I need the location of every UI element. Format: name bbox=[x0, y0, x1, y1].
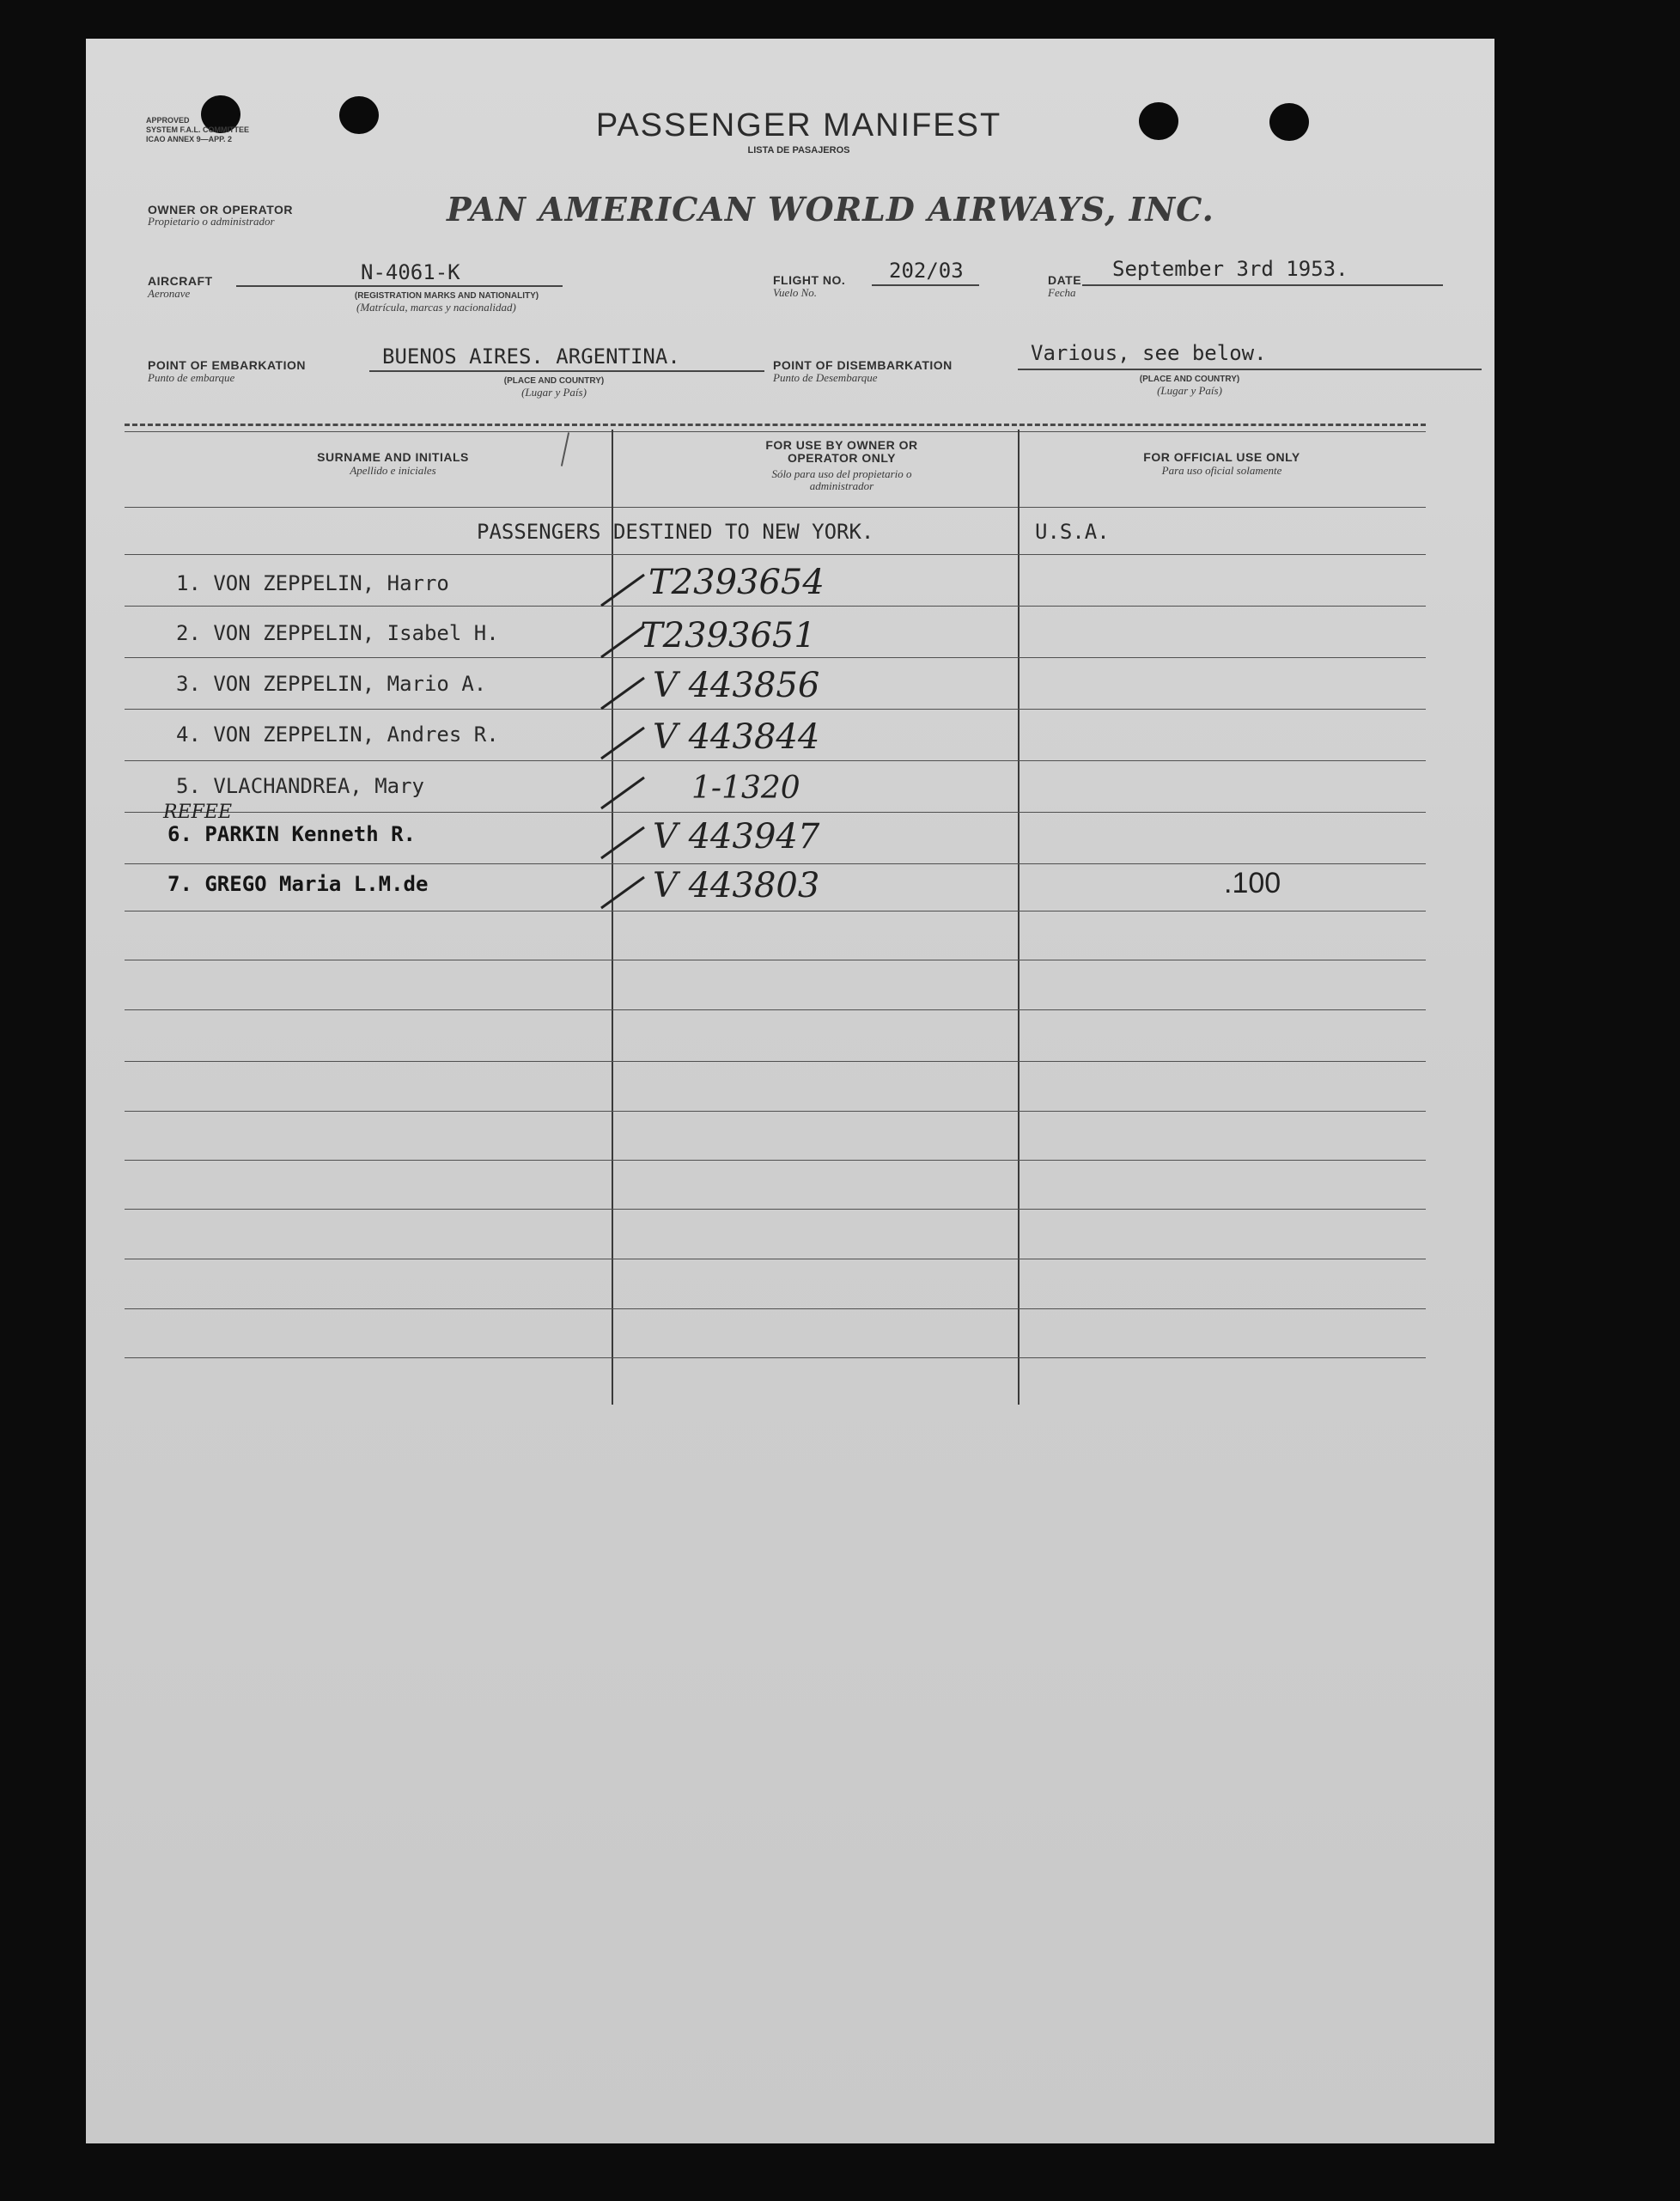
ticket-number-6: V 443947 bbox=[653, 817, 820, 857]
embarkation-caption-es: (Lugar y País) bbox=[521, 386, 587, 399]
row-rule bbox=[125, 1160, 1426, 1161]
section-heading-country: U.S.A. bbox=[1035, 520, 1110, 544]
ticket-number-1: T2393654 bbox=[648, 563, 825, 602]
col3-header-es: Para uso oficial solamente bbox=[1161, 464, 1282, 477]
check-mark-3 bbox=[600, 676, 646, 710]
row-rule bbox=[125, 863, 1426, 864]
approval-line-2: SYSTEM F.A.L. COMMITTEE bbox=[146, 125, 250, 134]
disembarkation-caption: (PLACE AND COUNTRY) bbox=[1139, 375, 1240, 384]
check-mark-2 bbox=[600, 625, 646, 659]
embarkation-underline bbox=[369, 370, 764, 372]
ticket-number-3: V 443856 bbox=[653, 666, 820, 705]
punch-hole-3 bbox=[1139, 102, 1178, 140]
row-rule bbox=[125, 1209, 1426, 1210]
embarkation-caption: (PLACE AND COUNTRY) bbox=[503, 376, 605, 386]
approval-line-1: APPROVED bbox=[146, 116, 190, 125]
aircraft-label-es: Aeronave bbox=[148, 287, 191, 300]
date-value: September 3rd 1953. bbox=[1112, 257, 1348, 281]
col2-header: FOR USE BY OWNER OR OPERATOR ONLY bbox=[765, 438, 918, 465]
row-rule bbox=[125, 1061, 1426, 1062]
owner-label: OWNER OR OPERATOR bbox=[148, 203, 293, 216]
row-rule bbox=[125, 657, 1426, 658]
passenger-name-7: 7. GREGO Maria L.M.de bbox=[167, 872, 429, 896]
ticket-number-5: 1-1320 bbox=[691, 771, 800, 806]
disembarkation-label: POINT OF DISEMBARKATION bbox=[773, 358, 953, 372]
manifest-sheet bbox=[86, 39, 1494, 2143]
embarkation-label: POINT OF EMBARKATION bbox=[148, 358, 306, 372]
flight-underline bbox=[872, 284, 979, 286]
passenger-name-1: 1. VON ZEPPELIN, Harro bbox=[176, 571, 449, 595]
disembarkation-caption-es: (Lugar y País) bbox=[1157, 384, 1222, 397]
official-value-7: .100 bbox=[1224, 867, 1281, 899]
row-rule bbox=[125, 1357, 1426, 1358]
ticket-number-2: T2393651 bbox=[640, 616, 816, 655]
flight-value: 202/03 bbox=[889, 259, 964, 283]
passenger-name-6: 6. PARKIN Kenneth R. bbox=[167, 822, 416, 846]
row-rule bbox=[125, 760, 1426, 761]
handwritten-annotation: REFEE bbox=[163, 802, 233, 823]
ticket-number-7: V 443803 bbox=[653, 866, 820, 905]
row-rule bbox=[125, 606, 1426, 607]
owner-label-es: Propietario o administrador bbox=[148, 215, 275, 228]
row-rule bbox=[125, 709, 1426, 710]
section-heading: PASSENGERS DESTINED TO NEW YORK. bbox=[477, 520, 874, 544]
approval-block bbox=[146, 116, 318, 144]
disembarkation-label-es: Punto de Desembarque bbox=[773, 371, 878, 384]
check-mark-1 bbox=[600, 573, 646, 607]
check-mark-4 bbox=[600, 726, 646, 760]
embarkation-label-es: Punto de embarque bbox=[148, 371, 235, 384]
flight-label: FLIGHT NO. bbox=[773, 273, 846, 287]
check-mark-5 bbox=[600, 776, 646, 810]
check-mark-6 bbox=[600, 826, 646, 860]
check-mark-7 bbox=[600, 875, 646, 910]
disembarkation-value: Various, see below. bbox=[1031, 341, 1267, 365]
passenger-name-3: 3. VON ZEPPELIN, Mario A. bbox=[176, 672, 487, 696]
aircraft-value: N-4061-K bbox=[361, 260, 460, 284]
page-subtitle: LISTA DE PASAJEROS bbox=[747, 145, 850, 155]
date-label: DATE bbox=[1048, 273, 1082, 287]
date-label-es: Fecha bbox=[1048, 286, 1076, 299]
punch-hole-4 bbox=[1269, 103, 1309, 141]
passenger-name-2: 2. VON ZEPPELIN, Isabel H. bbox=[176, 621, 499, 645]
col1-header-es: Apellido e iniciales bbox=[350, 464, 436, 477]
row-rule bbox=[125, 1308, 1426, 1309]
aircraft-caption-es: (Matrícula, marcas y nacionalidad) bbox=[356, 301, 516, 314]
col3-header: FOR OFFICIAL USE ONLY bbox=[1143, 450, 1300, 464]
row-rule bbox=[125, 1009, 1426, 1010]
aircraft-label: AIRCRAFT bbox=[148, 274, 213, 288]
col1-header: SURNAME AND INITIALS bbox=[317, 450, 469, 464]
table-top-rule-1 bbox=[125, 424, 1426, 426]
row-rule bbox=[125, 812, 1426, 813]
operator-name: PAN AMERICAN WORLD AIRWAYS, INC. bbox=[447, 190, 1214, 229]
flight-label-es: Vuelo No. bbox=[773, 286, 818, 299]
ticket-number-4: V 443844 bbox=[653, 717, 820, 757]
passenger-name-4: 4. VON ZEPPELIN, Andres R. bbox=[176, 722, 499, 747]
punch-hole-2 bbox=[339, 96, 379, 134]
row-rule bbox=[125, 1111, 1426, 1112]
table-top-rule-2 bbox=[125, 431, 1426, 432]
disembarkation-underline bbox=[1018, 369, 1482, 370]
section-rule bbox=[125, 554, 1426, 555]
col2-header-es: Sólo para uso del propietario o administrador bbox=[771, 467, 912, 492]
page-title: PASSENGER MANIFEST bbox=[595, 107, 1002, 143]
aircraft-caption: (REGISTRATION MARKS AND NATIONALITY) bbox=[354, 291, 539, 301]
date-underline bbox=[1082, 284, 1443, 286]
approval-line-3: ICAO ANNEX 9—APP. 2 bbox=[146, 135, 233, 143]
passenger-name-5: 5. VLACHANDREA, Mary bbox=[176, 774, 424, 798]
aircraft-underline bbox=[236, 285, 563, 287]
embarkation-value: BUENOS AIRES. ARGENTINA. bbox=[382, 344, 680, 369]
header-bottom-rule bbox=[125, 507, 1426, 508]
